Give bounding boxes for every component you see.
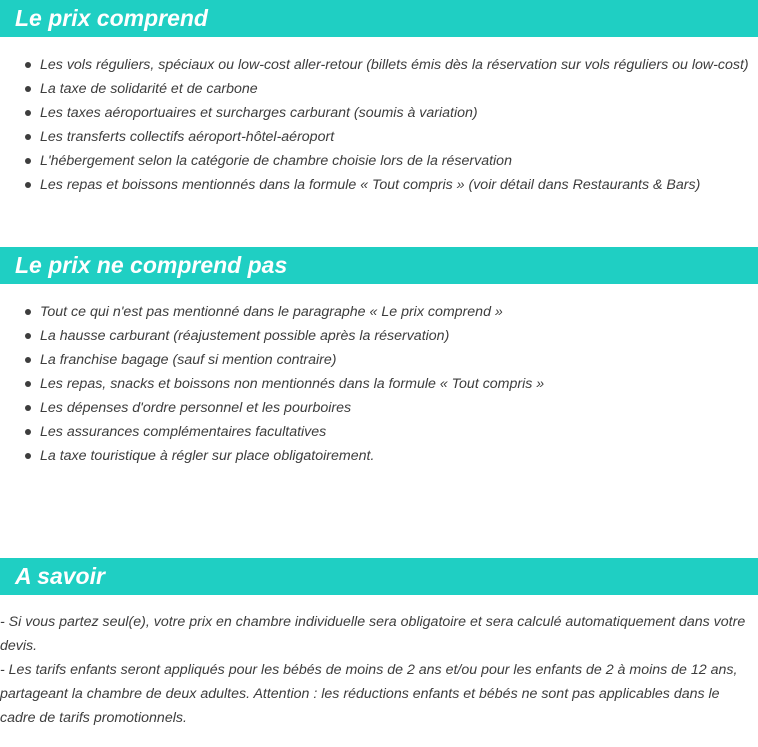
bullet-icon bbox=[25, 86, 31, 92]
list-item: Les repas, snacks et boissons non mentionnés dans la formule « Tout compris » bbox=[0, 372, 544, 396]
section-title: A savoir bbox=[15, 563, 105, 589]
a-savoir-notes bbox=[0, 610, 758, 730]
bullet-icon bbox=[25, 429, 31, 435]
list-item: Les dépenses d'ordre personnel et les pourboires bbox=[0, 396, 544, 420]
list-item: Tout ce qui n'est pas mentionné dans le paragraphe « Le prix comprend » bbox=[0, 300, 544, 324]
section-title: Le prix comprend bbox=[15, 5, 208, 31]
bullet-icon bbox=[25, 62, 31, 68]
bullet-icon bbox=[25, 357, 31, 363]
list-item: La franchise bagage (sauf si mention contraire) bbox=[0, 348, 544, 372]
bullet-icon bbox=[25, 333, 31, 339]
list-item: Les taxes aéroportuaires et surcharges carburant (soumis à variation) bbox=[0, 101, 749, 125]
bullet-icon bbox=[25, 381, 31, 387]
list-item: La taxe touristique à régler sur place obligatoirement. bbox=[0, 444, 544, 468]
bullet-icon bbox=[25, 110, 31, 116]
list-item: La hausse carburant (réajustement possible après la réservation) bbox=[0, 324, 544, 348]
bullet-icon bbox=[25, 453, 31, 459]
note-paragraph: - Les tarifs enfants seront appliqués pour les bébés de moins de 2 ans et/ou pour les enfants de 2 à moins de 12 ans, partageant la chambre de deux adultes. Attention : les réductions enfants et bébés ne sont pas applicables dans le cadre de tarifs promotionnels. bbox=[0, 662, 738, 726]
section-title: Le prix ne comprend pas bbox=[15, 252, 288, 278]
bullet-icon bbox=[25, 182, 31, 188]
bullet-icon bbox=[25, 134, 31, 140]
section-header-prix-comprend bbox=[0, 0, 758, 37]
section-header-a-savoir bbox=[0, 558, 758, 595]
note-paragraph: - Si vous partez seul(e), votre prix en chambre individuelle sera obligatoire et sera calculé automatiquement dans votre devis. bbox=[0, 614, 746, 654]
included-list bbox=[0, 53, 749, 197]
list-item: La taxe de solidarité et de carbone bbox=[0, 77, 749, 101]
excluded-list bbox=[0, 300, 544, 468]
bullet-icon bbox=[25, 405, 31, 411]
list-item: Les assurances complémentaires facultatives bbox=[0, 420, 544, 444]
bullet-icon bbox=[25, 309, 31, 315]
list-item: Les transferts collectifs aéroport-hôtel-aéroport bbox=[0, 125, 749, 149]
list-item: L'hébergement selon la catégorie de chambre choisie lors de la réservation bbox=[0, 149, 749, 173]
list-item: Les repas et boissons mentionnés dans la formule « Tout compris » (voir détail dans Restaurants & Bars) bbox=[0, 173, 749, 197]
section-header-prix-ne-comprend-pas bbox=[0, 247, 758, 284]
list-item: Les vols réguliers, spéciaux ou low-cost aller-retour (billets émis dès la réservation sur vols réguliers ou low-cost) bbox=[0, 53, 749, 77]
bullet-icon bbox=[25, 158, 31, 164]
